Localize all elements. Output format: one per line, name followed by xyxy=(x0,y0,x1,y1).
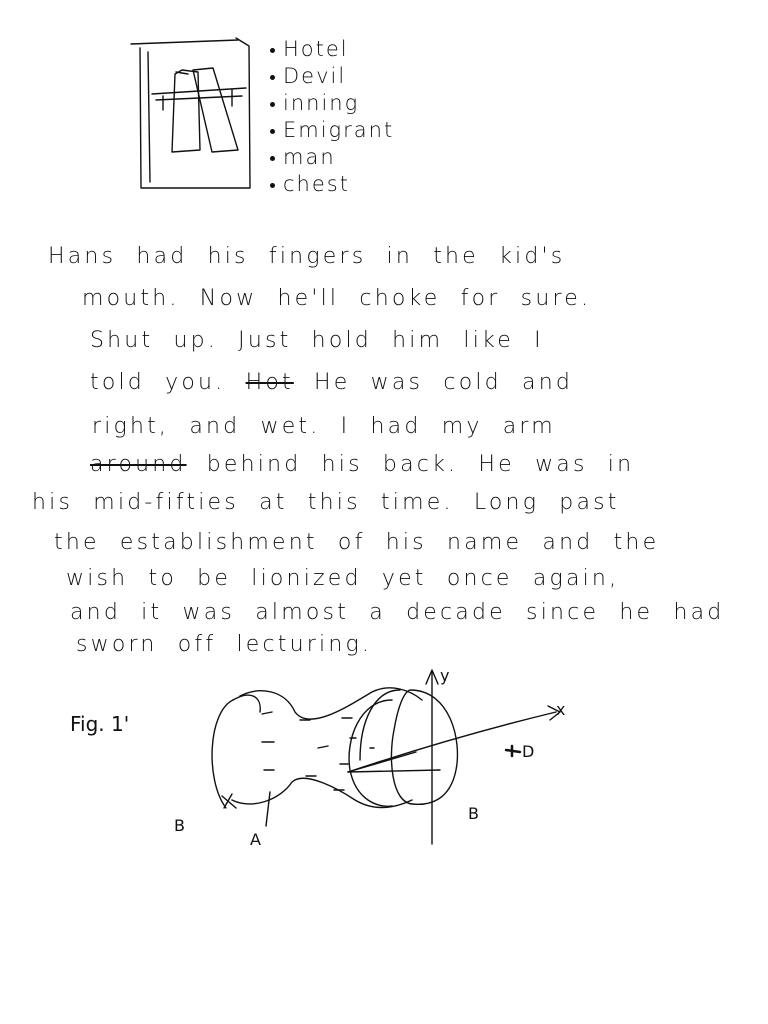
passage-line-9: wish to be lionized yet once again, xyxy=(66,566,620,591)
struck-word: around xyxy=(90,452,187,477)
passage-line-5: right, and wet. I had my arm xyxy=(92,414,556,439)
passage-line-11: sworn off lecturing. xyxy=(76,632,373,657)
passage-line-4 xyxy=(90,370,573,395)
label-b-right: B xyxy=(468,804,479,823)
word-list xyxy=(270,36,394,198)
passage-line-6 xyxy=(90,452,634,477)
marker-label: D xyxy=(522,742,535,761)
passage-line-10: and it was almost a decade since he had xyxy=(70,600,725,625)
list-item: Hotel xyxy=(270,36,394,63)
passage-line-4-rest: He was cold and xyxy=(314,370,574,395)
label-a: A xyxy=(250,830,261,849)
passage-line-2: mouth. Now he'll choke for sure. xyxy=(82,286,592,311)
bullet-icon xyxy=(270,102,275,107)
passage-line-1: Hans had his fingers in the kid's xyxy=(48,244,566,269)
bullet-icon xyxy=(270,48,275,53)
bullet-icon xyxy=(270,156,275,161)
bullet-icon xyxy=(270,75,275,80)
figure-caption: Fig. 1' xyxy=(70,712,130,736)
passage-line-3: Shut up. Just hold him like I xyxy=(90,328,544,353)
list-item: inning xyxy=(270,90,394,117)
bullet-icon xyxy=(270,183,275,188)
passage-line-4-start: told you. xyxy=(90,370,226,395)
list-item: Devil xyxy=(270,63,394,90)
bullet-icon xyxy=(270,129,275,134)
list-item: man xyxy=(270,144,394,171)
passage-line-7: his mid-fifties at this time. Long past xyxy=(32,490,620,515)
list-item: Emigrant xyxy=(270,117,394,144)
list-item: chest xyxy=(270,171,394,198)
axis-y-label: y xyxy=(440,666,450,685)
passage-line-8: the establishment of his name and the xyxy=(54,530,660,555)
axis-x-label: x xyxy=(556,700,566,719)
struck-word: Hot xyxy=(245,370,294,395)
passage-line-6-rest: behind his back. He was in xyxy=(206,452,635,477)
label-b-left: B xyxy=(174,816,185,835)
